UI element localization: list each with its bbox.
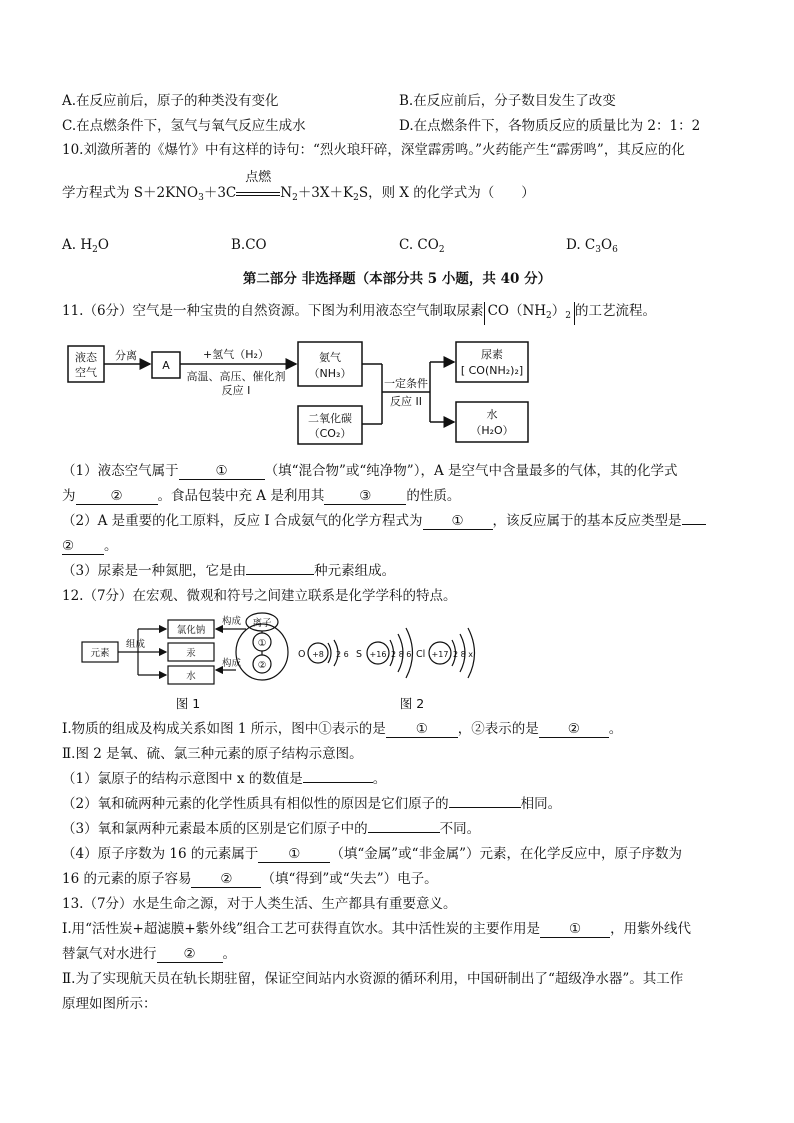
q10-stem: 10.刘潋所著的《爆竹》中有这样的诗句：“烈火琅玕碎，深堂霹雳鸣。”火药能产生“霹雳鸣”，其反应的化 xyxy=(62,142,685,158)
mercury-label: 汞 xyxy=(186,648,196,659)
q13-line-4: 原理如图所示： xyxy=(62,996,157,1012)
co2-label-2: （CO₂） xyxy=(308,427,352,440)
make-label-2: 构成 xyxy=(222,658,242,669)
q12-part4-line1: （4）原子序数为 16 的元素属于 ① （填“金属”或“非金属”）元素，在化学反应中，原子序数为 xyxy=(62,846,682,862)
compose-label: 组成 xyxy=(126,639,146,650)
sulfur-symbol: S xyxy=(356,649,363,660)
q9-option-d: D.在点燃条件下，各物质反应的质量比为 2：1：2 xyxy=(399,118,701,134)
reaction-2-condition: 一定条件 xyxy=(384,377,428,390)
q12-line-2: Ⅱ.图 2 是氧、硫、氯三种元素的原子结构示意图。 xyxy=(62,746,363,762)
q9-option-b: B.在反应前后，分子数目发生了改变 xyxy=(399,93,616,109)
liquid-air-label-1: 液态 xyxy=(75,351,97,364)
q11-part1-line1: （1）液态空气属于 ① （填“混合物”或“纯净物”），A 是空气中含量最多的气体，其的化学式 xyxy=(62,463,678,479)
chlorine-electrons: 2 8 x xyxy=(453,650,473,659)
q13-line-2: 替氯气对水进行 ② 。 xyxy=(62,946,236,962)
q11-flow-diagram xyxy=(64,332,544,454)
water-label-2: （H₂O） xyxy=(470,424,514,437)
sulfur-nucleus: +16 xyxy=(369,650,387,659)
q12-part1: （1）氯原子的结构示意图中 x 的数值是 。 xyxy=(62,771,387,787)
plus-hydrogen-label: +氢气（H₂） xyxy=(203,348,269,361)
nacl-label: 氯化钠 xyxy=(176,625,206,636)
oxygen-symbol: O xyxy=(298,649,306,660)
q12-line-1: Ⅰ.物质的组成及构成关系如图 1 所示，图中①表示的是 ① ，②表示的是 ② 。 xyxy=(62,721,623,737)
sulfur-electrons: 2 8 6 xyxy=(391,650,412,659)
q10-equation: 学方程式为 $S+2KNO_3+3C$ 点燃 $N_2+3X+K_2S$，则 X 的化学式为（ ） xyxy=(62,170,535,203)
q12-stem: 12.（7分）在宏观、微观和符号之间建立联系是化学学科的特点。 xyxy=(62,588,457,604)
separate-label: 分离 xyxy=(115,349,137,362)
oxygen-nucleus: +8 xyxy=(312,650,324,659)
q10-option-d: D. $C_3O_6$ xyxy=(566,237,618,255)
figure-1-caption: 图 1 xyxy=(175,696,201,711)
ammonia-label-2: （NH₃） xyxy=(308,367,352,380)
q13-line-1: Ⅰ.用“活性炭+超滤膜+紫外线”组合工艺可获得直饮水。其中活性炭的主要作用是 ① ，用紫外线代 xyxy=(62,921,692,937)
figure-2-caption: 图 2 xyxy=(399,696,425,711)
q9-option-a: A.在反应前后，原子的种类没有变化 xyxy=(62,93,279,109)
co2-label-1: 二氧化碳 xyxy=(308,412,352,425)
liquid-air-label-2: 空气 xyxy=(75,366,97,379)
urea-label-2: [ CO(NH₂)₂] xyxy=(460,364,524,377)
box-a-label: A xyxy=(162,359,170,372)
q10-option-c: C. $CO_2$ xyxy=(399,237,445,255)
reaction-condition: 点燃 xyxy=(236,184,280,202)
circle-1-label: ① xyxy=(257,638,267,649)
urea-label-1: 尿素 xyxy=(481,348,503,361)
q12-part2: （2）氧和硫两种元素的化学性质具有相似性的原因是它们原子的 相同。 xyxy=(62,796,562,812)
q12-part4-line2: 16 的元素的原子容易 ② （填“得到”或“失去”）电子。 xyxy=(62,871,438,887)
chlorine-symbol: Cl xyxy=(416,649,426,660)
q13-stem: 13.（7分）水是生命之源，对于人类生活、生产都具有重要意义。 xyxy=(62,896,457,912)
q11-part2-line1: （2）A 是重要的化工原料，反应 I 合成氨气的化学方程式为 ① ，该反应属于的基本反应类型是 xyxy=(62,512,706,530)
make-label-1: 构成 xyxy=(222,616,242,627)
water-label-1: 水 xyxy=(486,408,498,421)
q11-part3: （3）尿素是一种氮肥，它是由 种元素组成。 xyxy=(62,563,396,579)
q11-part2-line2: ② 。 xyxy=(62,538,118,554)
q10-option-a: A. $H_2O$ xyxy=(62,237,109,255)
q13-line-3: Ⅱ.为了实现航天员在轨长期驻留，保证空间站内水资源的循环利用，中国研制出了“超级净水器”。其工作 xyxy=(62,971,684,987)
reaction-2-label: 反应 II xyxy=(390,395,422,408)
q11-part1-line2: 为 ② 。食品包装中充 A 是利用其 ③ 的性质。 xyxy=(62,488,461,504)
water-label: 水 xyxy=(186,671,196,682)
element-label: 元素 xyxy=(90,648,110,659)
chlorine-nucleus: +17 xyxy=(431,650,449,659)
q11-stem: 11.（6分）空气是一种宝贵的自然资源。下图为利用液态空气制取尿素 $CO(NH_2)_2$ 的工艺流程。 xyxy=(62,302,656,325)
part2-title: 第二部分 非选择题（本部分共 5 小题，共 40 分） xyxy=(242,271,552,287)
oxygen-electrons: 2 6 xyxy=(336,650,349,659)
ion-label: 离子 xyxy=(252,618,272,629)
ammonia-label-1: 氨气 xyxy=(319,351,341,364)
q10-option-b: B.CO xyxy=(231,237,267,253)
reaction-1-label: 反应 I xyxy=(221,384,251,397)
q9-option-c: C.在点燃条件下，氢气与氧气反应生成水 xyxy=(62,118,306,134)
circle-2-label: ② xyxy=(257,660,267,671)
q12-figures xyxy=(78,610,518,714)
q12-part3: （3）氧和氯两种元素最本质的区别是它们原子中的 不同。 xyxy=(62,821,481,837)
reaction-1-condition: 高温、高压、催化剂 xyxy=(186,370,286,383)
